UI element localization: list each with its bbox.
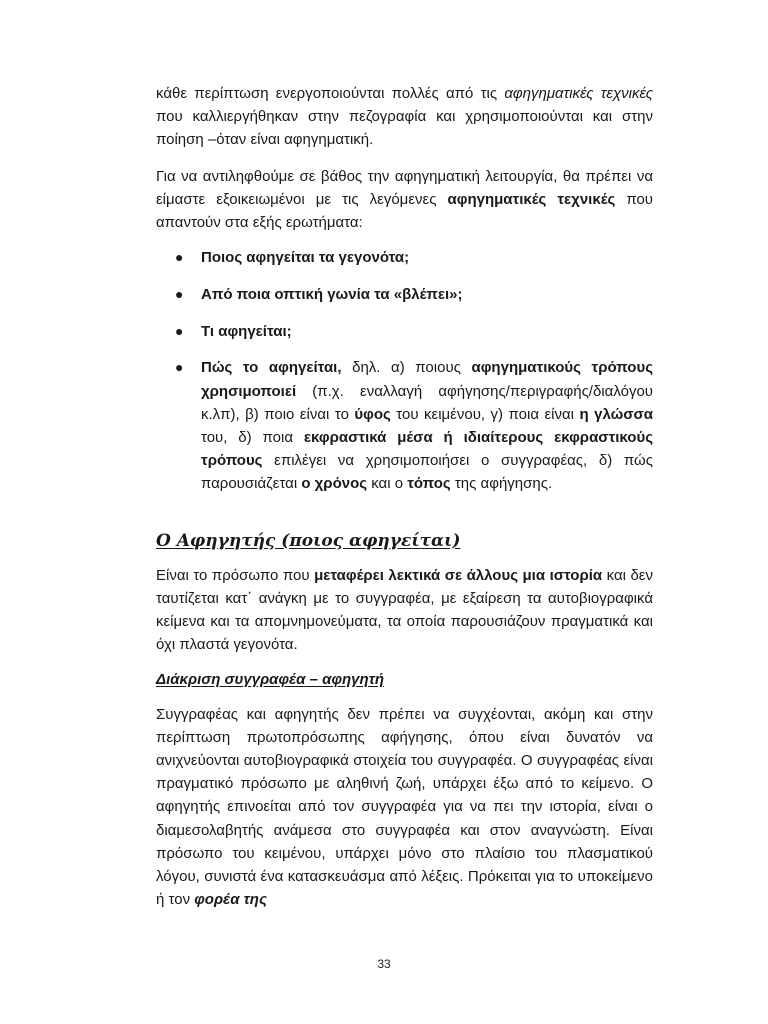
- list-item-text: [201, 286, 463, 303]
- text-run: ύφος: [354, 405, 391, 423]
- text-run: Για να αντιληφθούμε σε βάθος την αφηγηματική λειτουργία, θα πρέπει να είμαστε εξοικειωμένοι με τις λεγόμενες: [156, 167, 653, 208]
- author-narrator-paragraph: [156, 703, 653, 912]
- text-run: επιλέγει να χρησιμοποιήσει ο συγγραφέας, δ) πώς παρουσιάζεται: [201, 452, 653, 493]
- text-run: δηλ. α) ποιους: [341, 359, 472, 377]
- text-run: Ποιος αφηγείται τα γεγονότα;: [201, 249, 410, 267]
- text-run: μεταφέρει λεκτικά σε άλλους μια ιστορία: [314, 566, 603, 584]
- text-run: που απαντούν στα εξής ερωτήματα:: [156, 190, 654, 232]
- text-run: Από ποια οπτική γωνία τα «βλέπει»;: [201, 285, 463, 303]
- list-item-text: [201, 249, 409, 266]
- text-run: αφηγηματικές τεχνικές: [504, 85, 653, 102]
- text-run: φορέα της: [194, 891, 267, 909]
- text-run: Είναι το πρόσωπο που: [156, 566, 315, 584]
- list-item-text: [201, 359, 653, 492]
- subsection-heading: Διάκριση συγγραφέα – αφηγητή: [156, 671, 384, 689]
- text-run: κάθε περίπτωση ενεργοποιούνται πολλές από τις: [156, 85, 505, 102]
- intro-paragraph: [156, 82, 653, 152]
- text-run: και ο: [367, 475, 408, 493]
- text-run: Τι αφηγείται;: [201, 322, 292, 340]
- narrator-definition-paragraph: [156, 564, 653, 657]
- techniques-paragraph: [156, 165, 653, 235]
- page-content: [156, 82, 653, 923]
- bullet-icon: ●: [175, 322, 184, 339]
- text-run: της αφήγησης.: [450, 475, 553, 493]
- questions-list: [156, 246, 653, 495]
- text-run: ο χρόνος: [301, 475, 368, 493]
- section-heading: Ο Αφηγητής (ποιος αφηγείται): [156, 530, 461, 551]
- bullet-icon: ●: [175, 249, 184, 266]
- text-run: (π.χ. εναλλαγή αφήγησης/περιγραφής/διαλόγου κ.λπ), β) ποιο είναι το: [201, 382, 653, 423]
- list-item: [156, 320, 653, 343]
- text-run: αφηγηματικούς τρόπους χρησιμοποιεί: [201, 359, 653, 400]
- text-run: αφηγηματικές τεχνικές: [447, 190, 616, 208]
- bullet-icon: ●: [175, 285, 184, 302]
- text-run: η γλώσσα: [579, 405, 654, 423]
- text-run: Πώς το αφηγείται,: [201, 359, 342, 377]
- bullet-icon: ●: [175, 359, 184, 376]
- text-run: και δεν ταυτίζεται κατ΄ ανάγκη με το συγγραφέα, με εξαίρεση τα αυτοβιογραφικά κείμενα και τα απομνημονεύματα, τα οποία παρουσιάζουν πραγματικά και όχι πλαστά γεγονότα.: [156, 566, 653, 654]
- list-item: [156, 356, 653, 495]
- text-run: που καλλιεργήθηκαν στην πεζογραφία και χρησιμοποιούνται και στην ποίηση –όταν είναι αφηγηματική.: [156, 108, 653, 149]
- page-number: 33: [377, 957, 391, 971]
- list-item: [156, 246, 653, 269]
- list-item-text: [201, 323, 292, 340]
- text-run: τόπος: [407, 475, 451, 493]
- text-run: του κειμένου, γ) ποια είναι: [390, 405, 580, 423]
- text-run: Συγγραφέας και αφηγητής δεν πρέπει να συγχέονται, ακόμη και στην περίπτωση πρωτοπρόσωπης αφήγησης, όπου είναι δυνατόν να ανιχνεύονται αυτοβιογραφικά στοιχεία του συγγραφέα. Ο συγγραφέας είναι πραγματικό πρόσωπο με αληθινή ζωή, υπάρχει έξω από το κείμενο. Ο αφηγητής επινοείται από τον συγγραφέα για να πει την ιστορία, είναι ο διαμεσολαβητής ανάμεσα στο συγγραφέα και στον αναγνώστη. Είναι πρόσωπο του κειμένου, υπάρχει μόνο στο πλαίσιο του πλασματικού λόγου, συνιστά ένα κατασκευάσμα από λέξεις. Πρόκειται για το υποκείμενο ή τον: [156, 705, 653, 909]
- list-item: [156, 283, 653, 306]
- text-run: του, δ) ποια: [201, 428, 304, 446]
- text-run: εκφραστικά μέσα ή ιδιαίτερους εκφραστικούς τρόπους: [201, 428, 653, 470]
